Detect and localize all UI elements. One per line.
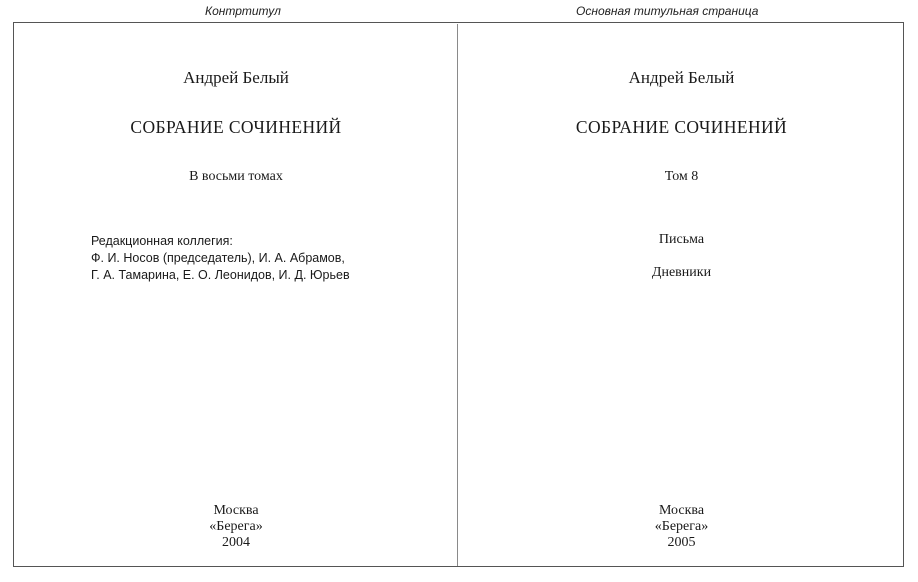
- collection-title: СОБРАНИЕ СОЧИНЕНИЙ: [575, 117, 788, 137]
- volume-section: Письма: [658, 232, 705, 247]
- editorial-board: [91, 233, 350, 284]
- collection-title: СОБРАНИЕ СОЧИНЕНИЙ: [130, 117, 342, 137]
- caption-main-title-page: Основная титульная страница: [576, 4, 759, 18]
- main-title-page: [458, 23, 905, 566]
- author-name: Андрей Белый: [628, 68, 735, 87]
- volume-number: Том 8: [664, 169, 699, 184]
- editorial-board-heading: Редакционная коллегия:: [91, 234, 233, 248]
- caption-half-title: Контртитул: [205, 4, 281, 18]
- imprint-publisher: «Берега»: [209, 519, 263, 534]
- author-name: Андрей Белый: [183, 68, 289, 87]
- imprint: [458, 503, 905, 551]
- imprint-city: Москва: [213, 503, 259, 518]
- edition-note: В восьми томах: [189, 169, 283, 184]
- imprint-year: 2004: [222, 535, 250, 550]
- editorial-board-line: Г. А. Тамарина, Е. О. Леонидов, И. Д. Юрьев: [91, 268, 350, 282]
- imprint-publisher: «Берега»: [654, 519, 709, 534]
- volume-section: Дневники: [651, 265, 712, 280]
- half-title-page: [14, 23, 458, 566]
- imprint: [14, 503, 458, 551]
- page-fold-divider: [457, 24, 458, 566]
- editorial-board-line: Ф. И. Носов (председатель), И. А. Абрамов,: [91, 251, 345, 265]
- imprint-city: Москва: [658, 503, 705, 518]
- imprint-year: 2005: [667, 535, 696, 550]
- book-spread: [13, 22, 904, 567]
